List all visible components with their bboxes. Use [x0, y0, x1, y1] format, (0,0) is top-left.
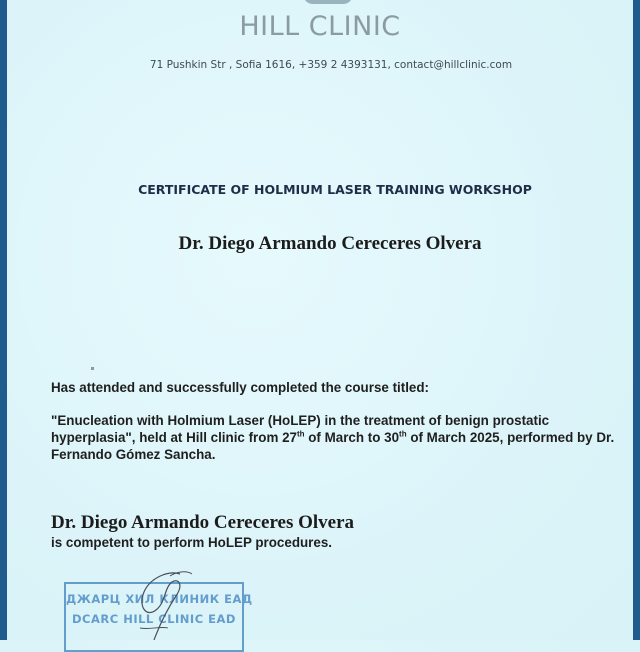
certificate-title: CERTIFICATE OF HOLMIUM LASER TRAINING WORKSHOP — [138, 182, 532, 197]
right-edge-stripe — [633, 0, 640, 640]
recipient-name: Dr. Diego Armando Cereceres Olvera — [178, 233, 482, 254]
competent-recipient-name: Dr. Diego Armando Cereceres Olvera — [51, 512, 355, 533]
ordinal-suffix: th — [399, 429, 407, 439]
clinic-address: 71 Pushkin Str , Sofia 1616, +359 2 4393131, contact@hillclinic.com — [149, 59, 513, 71]
course-text-part3: of March 2025, performed by Dr. Fernando Gómez Sancha. — [51, 430, 615, 462]
speck-mark — [91, 367, 94, 370]
clinic-name: HILL CLINIC — [239, 11, 401, 42]
left-edge-stripe — [0, 0, 7, 640]
attended-statement: Has attended and successfully completed the course titled: — [51, 380, 430, 395]
course-description — [51, 412, 621, 463]
competency-statement: is competent to perform HoLEP procedures. — [51, 535, 333, 550]
stamp-line-latin: DCARC HILL CLINIC EAD — [72, 612, 236, 626]
ordinal-suffix: th — [296, 429, 305, 439]
signature-icon — [110, 568, 220, 640]
stamp-line-cyrillic: ДЖАРЦ ХИЛ КЛИНИК ЕАД — [66, 592, 253, 606]
course-text-part2: of March to 30 — [304, 430, 400, 445]
clinic-logo-icon — [303, 0, 353, 4]
course-text-part1: "Enucleation with Holmium Laser (HoLEP) in the treatment of benign prostatic hyperplasia", held at Hill clinic from 27 — [51, 413, 550, 445]
